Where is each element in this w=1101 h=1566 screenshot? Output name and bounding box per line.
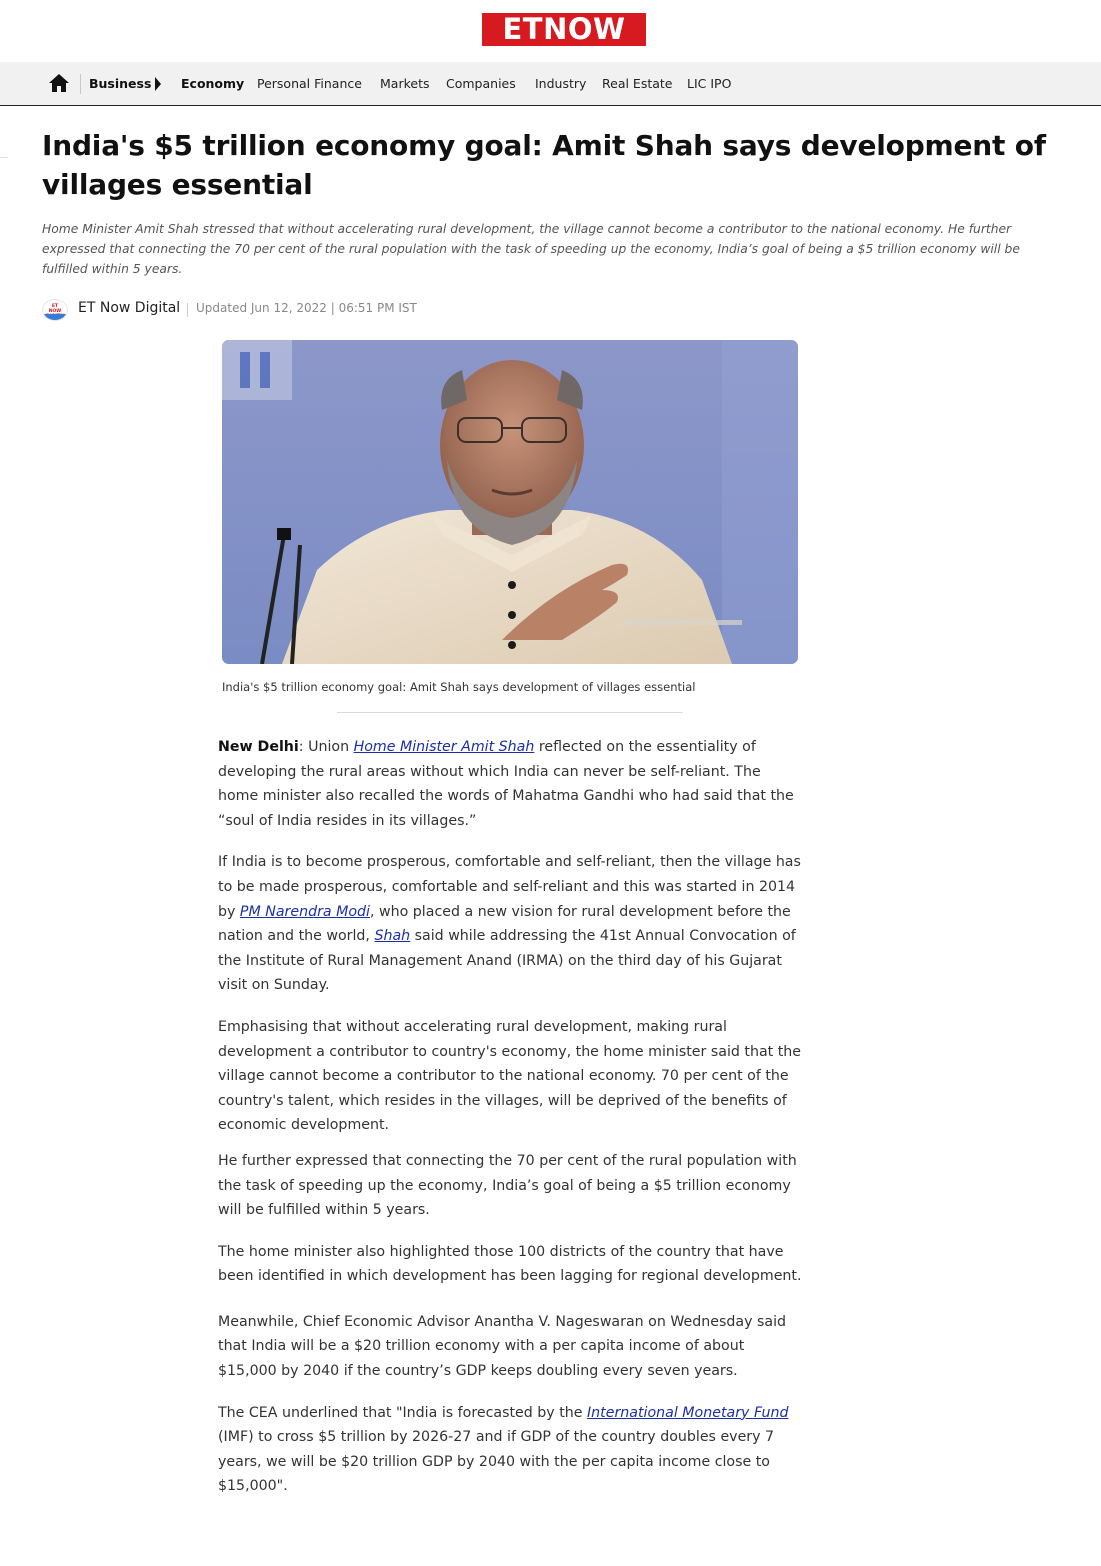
- text-run: If India is to become prosperous, comfortable and self-reliant, then the village has to be made prosperous, comfortable and self-reliant and this was started in 2014 by: [218, 854, 801, 920]
- nav-item-markets[interactable]: Markets: [380, 76, 430, 91]
- article-headline: India's $5 trillion economy goal: Amit Shah says development of villages essential: [42, 129, 1046, 201]
- nav-item-label: Business: [89, 76, 152, 91]
- nav-item-companies[interactable]: Companies: [446, 76, 516, 91]
- paragraph: Emphasising that without accelerating rural development, making rural development a contributor to country's economy, the home minister said that the village cannot become a contributor to the national economy. 70 per cent of the country's talent, which resides in the villages, will be deprived of the benefits of economic development.: [218, 1018, 802, 1134]
- updated-timestamp: Updated Jun 12, 2022 | 06:51 PM IST: [196, 301, 417, 315]
- paragraph: Meanwhile, Chief Economic Advisor Anantha V. Nageswaran on Wednesday said that India will be a $20 trillion economy with a per capita income of about $15,000 by 2040 if the country’s GDP keeps doubling every seven years.: [218, 1313, 787, 1380]
- divider: [0, 157, 8, 158]
- dateline: New Delhi: [218, 739, 299, 755]
- link-home-minister-amit-shah[interactable]: Home Minister Amit Shah: [353, 739, 535, 755]
- text-run: : Union: [298, 739, 354, 755]
- hero-image: [222, 340, 798, 664]
- article-body: [218, 735, 804, 1499]
- nav-item-personal-finance[interactable]: Personal Finance: [257, 76, 362, 91]
- text-run: said while addressing the 41st Annual Convocation of the Institute of Rural Management Anand (IRMA) on the third day of his Gujarat visit on Sunday.: [218, 928, 796, 994]
- text-run: reflected on the essentiality of developing the rural areas without which India can never be self-reliant. The home minister also recalled the words of Mahatma Gandhi who had said that the “soul of India resides in its villages.”: [218, 739, 794, 829]
- author-avatar: [42, 299, 68, 321]
- link-shah[interactable]: Shah: [374, 928, 411, 945]
- nav-item-business[interactable]: [89, 62, 161, 106]
- divider: [337, 712, 683, 713]
- link-international-monetary-fund[interactable]: International Monetary Fund: [587, 1404, 789, 1421]
- etnow-logo[interactable]: ETNOW: [482, 13, 646, 46]
- nav-item-real-estate[interactable]: Real Estate: [602, 76, 673, 91]
- site-header: [0, 0, 1101, 62]
- home-icon[interactable]: [48, 73, 70, 93]
- link-pm-narendra-modi[interactable]: PM Narendra Modi: [239, 903, 370, 920]
- author-avatar-band: [43, 314, 68, 320]
- main-nav: [0, 62, 1101, 106]
- text-run: (IMF) to cross $5 trillion by 2026-27 and if GDP of the country doubles every 7 years, we will be $20 trillion GDP by 2040 with the per capita income close to $15,000".: [218, 1429, 775, 1495]
- nav-divider: [80, 74, 81, 94]
- nav-item-lic-ipo[interactable]: LIC IPO: [687, 76, 732, 91]
- paragraph: [218, 735, 804, 833]
- byline-divider: [187, 303, 188, 317]
- nav-item-industry[interactable]: Industry: [535, 76, 587, 91]
- paragraph: He further expressed that connecting the 70 per cent of the rural population with the task of speeding up the economy, India’s goal of being a $5 trillion economy will be fulfilled within 5 years.: [218, 1152, 797, 1219]
- image-caption: India's $5 trillion economy goal: Amit Shah says development of villages essential: [222, 680, 696, 694]
- author-name[interactable]: ET Now Digital: [78, 300, 181, 316]
- paragraph: [218, 1401, 804, 1499]
- text-run: The CEA underlined that "India is forecasted by the: [218, 1404, 587, 1421]
- paragraph: The home minister also highlighted those 100 districts of the country that have been identified in which development has been lagging for regional development.: [218, 1243, 802, 1285]
- text-run: , who placed a new vision for rural development before the nation and the world,: [218, 903, 791, 945]
- paragraph: [218, 850, 804, 998]
- article-summary: Home Minister Amit Shah stressed that without accelerating rural development, the village cannot become a contributor to the national economy. He further expressed that connecting the 70 per cent of the rural population with the task of speeding up the economy, India’s goal of being a $5 trillion economy will be fulfilled within 5 years.: [42, 222, 1020, 276]
- nav-item-economy[interactable]: Economy: [181, 76, 245, 91]
- caret-right-icon: [155, 77, 161, 91]
- author-avatar-text: ET NOW: [48, 304, 62, 314]
